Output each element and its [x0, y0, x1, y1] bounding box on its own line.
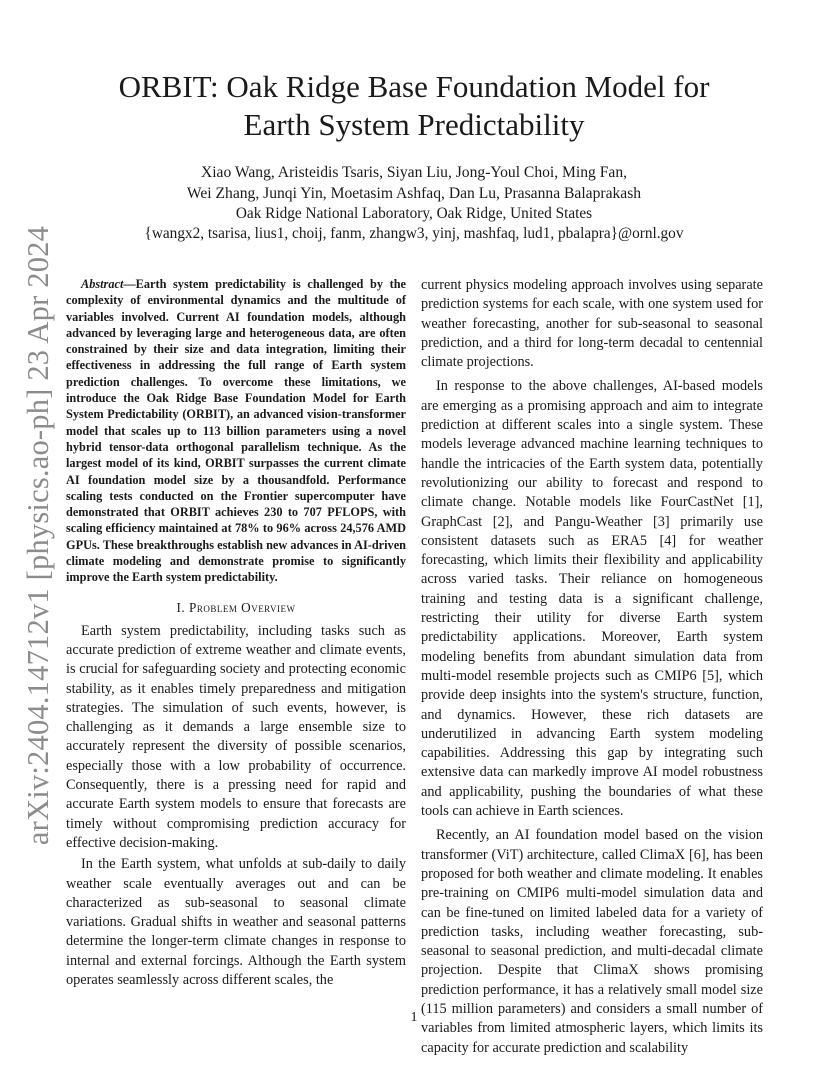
abstract-label: Abstract: [81, 277, 124, 291]
abstract: [66, 276, 406, 586]
section-heading: [66, 600, 406, 616]
author-names-line-1: Xiao Wang, Aristeidis Tsaris, Siyan Liu, Jong-Youl Choi, Ming Fan,: [200, 164, 628, 181]
right-column: [421, 276, 763, 1058]
arxiv-identifier-stamp: [21, 225, 56, 845]
body-paragraph: In the Earth system, what unfolds at sub-daily to daily weather scale eventually averages out and can be characterized as sub-seasonal to seasonal climate variations. Gradual shifts in weather and seasonal patterns determine the longer-term climate changes in response to internal and external forcings. Although the Earth system operates seamlessly across different scales, the: [66, 856, 406, 988]
paper-title-line-1: ORBIT: Oak Ridge Base Foundation Model for: [118, 69, 710, 104]
body-paragraph: In response to the above challenges, AI-based models are emerging as a promising approach and aim to integrate prediction at different scales into a single system. These models leverage advanced machine learning techniques to handle the intricacies of the Earth system data, potentially revolutionizing our ability to forecast and respond to climate change. Notable models like FourCastNet [1], GraphCast [2], and Pangu-Weather [3] primarily use consistent datasets such as ERA5 [4] for weather forecasting, which limits their flexibility and applicability across varied tasks. Their reliance on homogeneous training and testing data is a significant challenge, restricting their utility for diverse Earth system predictability applications. Moreover, Earth system modeling benefits from abundant simulation data from multi-model resemble projects such as CMIP6 [5], which provide deep insights into the system's structure, function, and dynamics. However, these rich datasets are underutilized in advancing Earth system modeling capabilities. Addressing this gap by integrating such extensive data can markedly improve AI model robustness and applicability, pushing the boundaries of what these tools can achieve in Earth sciences.: [421, 378, 763, 820]
section-title: Problem Overview: [189, 599, 296, 615]
author-affiliation: Oak Ridge National Laboratory, Oak Ridge, United States: [235, 205, 593, 222]
author-names-line-2: Wei Zhang, Junqi Yin, Moetasim Ashfaq, Dan Lu, Prasanna Balaprakash: [186, 185, 642, 202]
left-column: [66, 276, 406, 990]
body-paragraph: Recently, an AI foundation model based on the vision transformer (ViT) architecture, called ClimaX [6], has been proposed for both weather and climate modeling. It enables pre-training on CMIP6 multi-model simulation data and can be fine-tuned on limited labeled data for a variety of prediction tasks, including weather forecasting, sub-seasonal to seasonal prediction, and multi-decadal climate projection. Despite that ClimaX shows promising prediction performance, it has a relatively small model size (115 million parameters) and considers a small number of variables from limited atmospheric layers, which limits its capacity for accurate prediction and scalability: [421, 827, 763, 1056]
abstract-text: —Earth system predictability is challenged by the complexity of environmental dynamics and the multitude of variables involved. Current AI foundation models, although advanced by leveraging large and heterogeneous data, are often constrained by their size and data integration, limiting their effectiveness in addressing the full range of Earth system prediction challenges. To overcome these limitations, we introduce the Oak Ridge Base Foundation Model for Earth System Predictability (ORBIT), an advanced vision-transformer model that scales up to 113 billion parameters using a novel hybrid tensor-data orthogonal parallelism technique. As the largest model of its kind, ORBIT surpasses the current climate AI foundation model size by a thousandfold. Performance scaling tests conducted on the Frontier supercomputer have demonstrated that ORBIT achieves 230 to 707 PFLOPS, with scaling efficiency maintained at 78% to 96% across 24,576 AMD GPUs. These breakthroughs establish new advances in AI-driven climate modeling and demonstrate promise to significantly improve the Earth system predictability.: [66, 277, 406, 585]
body-paragraph-continued: current physics modeling approach involves using separate prediction systems for each scale, with one system used for weather forecasting, another for sub-seasonal to seasonal prediction, and a third for long-term decadal to centennial climate projections.: [421, 277, 763, 371]
author-block: [60, 162, 768, 244]
paper-title: [60, 68, 768, 144]
arxiv-identifier-text: arXiv:2404.14712v1 [physics.ao-ph] 23 Apr 2024: [21, 225, 56, 845]
body-paragraph: Earth system predictability, including tasks such as accurate prediction of extreme weather and climate events, is crucial for safeguarding society and protecting economic stability, as it enables timely preparedness and mitigation strategies. The simulation of such events, however, is challenging as it demands a large ensemble size to accurately represent the diversity of possible scenarios, especially those with a low probability of occurrence. Consequently, there is a pressing need for rapid and accurate Earth system models to ensure that forecasts are timely without compromising prediction accuracy for effective decision-making.: [66, 622, 406, 851]
section-number: I.: [176, 599, 186, 615]
page-number: 1: [410, 1010, 418, 1025]
paper-title-line-2: Earth System Predictability: [243, 107, 585, 142]
author-emails: {wangx2, tsarisa, lius1, choij, fanm, zhangw3, yinj, mashfaq, lud1, pbalapra}@ornl.gov: [144, 225, 684, 242]
